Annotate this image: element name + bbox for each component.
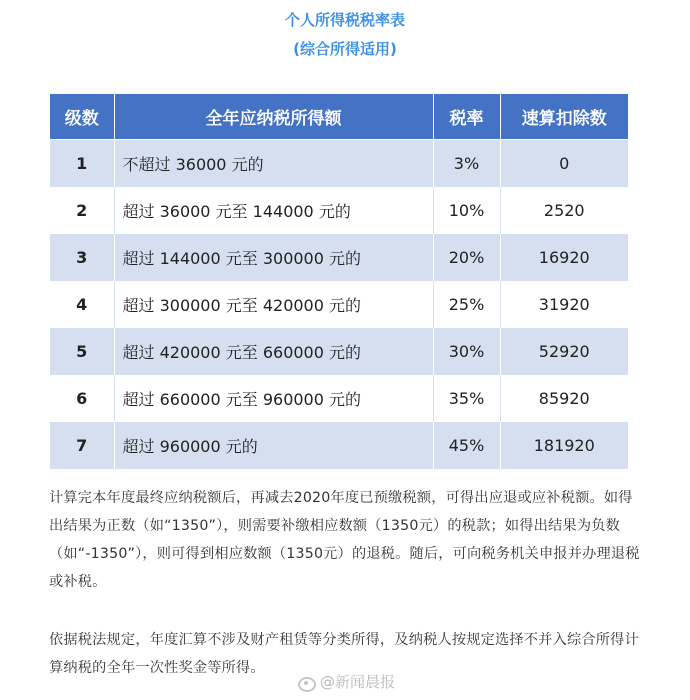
cell-level: 1 [50,140,114,187]
table-row [50,328,628,375]
cell-rate: 45% [433,422,500,469]
header-rate: 税率 [433,94,500,140]
cell-deduction: 16920 [500,234,628,281]
cell-range: 超过 300000 元至 420000 元的 [114,281,433,328]
cell-range: 超过 420000 元至 660000 元的 [114,328,433,375]
header-deduction: 速算扣除数 [500,94,628,140]
cell-rate: 20% [433,234,500,281]
table-row [50,140,628,187]
cell-deduction: 2520 [500,187,628,234]
cell-rate: 10% [433,187,500,234]
cell-range: 超过 144000 元至 300000 元的 [114,234,433,281]
cell-rate: 30% [433,328,500,375]
tax-law-paragraph: 依据税法规定，年度汇算不涉及财产租赁等分类所得，及纳税人按规定选择不并入综合所得计算纳税的全年一次性奖金等所得。 [49,632,639,676]
cell-deduction: 85920 [500,375,628,422]
page-title: 个人所得税税率表 [284,11,405,29]
cell-deduction: 181920 [500,422,628,469]
cell-level: 4 [50,281,114,328]
cell-range: 超过 960000 元的 [114,422,433,469]
watermark-text: @新闻晨报 [320,673,396,691]
weibo-logo-icon [296,674,316,690]
table-row [50,375,628,422]
cell-range: 超过 660000 元至 960000 元的 [114,375,433,422]
table-row [50,187,628,234]
header-range: 全年应纳税所得额 [114,94,433,140]
watermark [296,671,395,692]
table-row [50,281,628,328]
cell-range: 超过 36000 元至 144000 元的 [114,187,433,234]
cell-deduction: 31920 [500,281,628,328]
settlement-paragraph: 计算完本年度最终应纳税额后，再减去2020年度已预缴税额，可得出应退或应补税额。如得出结果为正数（如“1350”），则需要补缴相应数额（1350元）的税款；如得出结果为负数（如“-1350”），则可得到相应数额（1350元）的退税。随后，可向税务机关申报并办理退税或补税。 [49,490,640,590]
table-header-row [50,94,628,140]
cell-rate: 35% [433,375,500,422]
cell-level: 3 [50,234,114,281]
table-row [50,234,628,281]
cell-range: 不超过 36000 元的 [114,140,433,187]
cell-level: 7 [50,422,114,469]
cell-deduction: 52920 [500,328,628,375]
cell-rate: 3% [433,140,500,187]
table-row [50,422,628,469]
tax-rate-table [50,94,628,469]
cell-rate: 25% [433,281,500,328]
cell-level: 5 [50,328,114,375]
header-level: 级数 [50,94,114,140]
cell-level: 2 [50,187,114,234]
cell-level: 6 [50,375,114,422]
page-subtitle: (综合所得适用) [293,40,397,58]
cell-deduction: 0 [500,140,628,187]
